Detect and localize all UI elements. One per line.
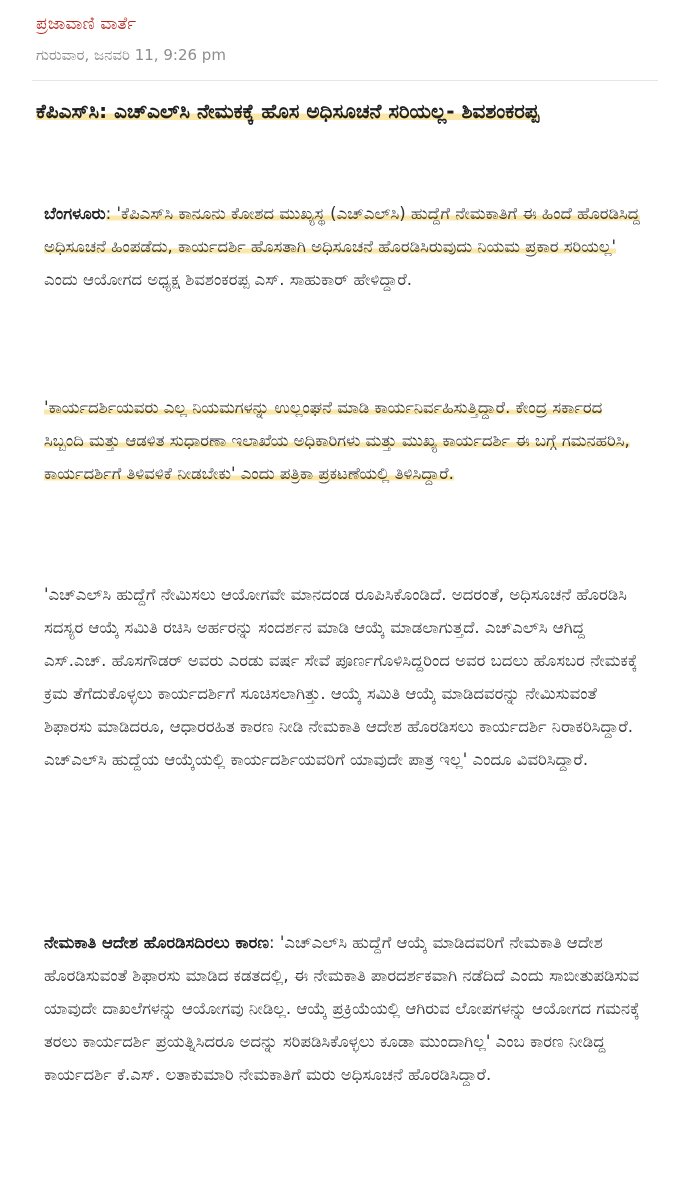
article-paragraph-1: [44, 197, 644, 296]
paragraph-lead: ಬೆಂಗಳೂರು: [44, 204, 106, 223]
article-paragraph-4: [44, 926, 644, 1091]
paragraph-text: 'ಎಚ್‌ಎಲ್‌ಸಿ ಹುದ್ದೆಗೆ ನೇಮಿಸಲು ಆಯೋಗವೇ ಮಾನದಂಡ ರೂಪಿಸಿಕೊಂಡಿದೆ. ಅದರಂತೆ, ಅಧಿಸೂಚನೆ ಹೊರಡಿಸಿ ಸದಸ್ಯರ ಆಯ್ಕೆ ಸಮಿತಿ ರಚಿಸಿ ಅರ್ಹರನ್ನು ಸಂದರ್ಶನ ಮಾಡಿ ಆಯ್ಕೆ ಮಾಡಲಾಗುತ್ತದೆ. ಎಚ್‌ಎಲ್‌ಸಿ ಆಗಿದ್ದ ಎಸ್.ಎಚ್. ಹೊಸಗೌಡರ್ ಅವರು ಎರಡು ವರ್ಷ ಸೇವೆ ಪೂರ್ಣಗೊಳಿಸಿದ್ದರಿಂದ ಅವರ ಬದಲು ಹೊಸಬರ ನೇಮಕಕ್ಕೆ ಕ್ರಮ ತೆಗೆದುಕೊಳ್ಳಲು ಕಾರ್ಯದರ್ಶಿಗೆ ಸೂಚಿಸಲಾಗಿತ್ತು. ಆಯ್ಕೆ ಸಮಿತಿ ಆಯ್ಕೆ ಮಾಡಿದವರನ್ನು ನೇಮಿಸುವಂತೆ ಶಿಫಾರಸು ಮಾಡಿದರೂ, ಆಧಾರರಹಿತ ಕಾರಣ ನೀಡಿ ನೇಮಕಾತಿ ಆದೇಶ ಹೊರಡಿಸಲು ಕಾರ್ಯದರ್ಶಿ ನಿರಾಕರಿಸಿದ್ದಾರೆ. ಎಚ್‌ಎಲ್‌ಸಿ ಹುದ್ದೆಯ ಆಯ್ಕೆಯಲ್ಲಿ ಕಾರ್ಯದರ್ಶಿಯವರಿಗೆ ಯಾವುದೇ ಪಾತ್ರ ಇಲ್ಲ' ಎಂದೂ ವಿವರಿಸಿದ್ದಾರೆ.: [44, 585, 638, 769]
publisher-name[interactable]: ಪ್ರಜಾವಾಣಿ ವಾರ್ತೆ: [36, 14, 137, 34]
highlighted-text: 'ಕಾರ್ಯದರ್ಶಿಯವರು ಎಲ್ಲ ನಿಯಮಗಳನ್ನು ಉಲ್ಲಂಘನೆ ಮಾಡಿ ಕಾರ್ಯನಿರ್ವಹಿಸುತ್ತಿದ್ದಾರೆ. ಕೇಂದ್ರ ಸರ್ಕಾರದ ಸಿಬ್ಬಂದಿ ಮತ್ತು ಆಡಳಿತ ಸುಧಾರಣಾ ಇಲಾಖೆಯ ಅಧಿಕಾರಿಗಳು ಮತ್ತು ಮುಖ್ಯ ಕಾರ್ಯದರ್ಶಿ ಈ ಬಗ್ಗೆ ಗಮನಹರಿಸಿ, ಕಾರ್ಯದರ್ಶಿಗೆ ತಿಳಿವಳಿಕೆ ನೀಡಬೇಕು' ಎಂದು ಪತ್ರಿಕಾ ಪ್ರಕಟಣೆಯಲ್ಲಿ ತಿಳಿಸಿದ್ದಾರೆ.: [44, 398, 630, 483]
article-timestamp: ಗುರುವಾರ, ಜನವರಿ 11, 9:26 pm: [36, 46, 226, 64]
paragraph-text: ಎಂದು ಆಯೋಗದ ಅಧ್ಯಕ್ಷ ಶಿವಶಂಕರಪ್ಪ ಎಸ್. ಸಾಹುಕಾರ್ ಹೇಳಿದ್ದಾರೆ.: [44, 270, 413, 289]
article-headline: [36, 92, 656, 130]
article-paragraph-2: [44, 391, 644, 490]
highlighted-text: : 'ಕೆಪಿಎಸ್‌ಸಿ ಕಾನೂನು ಕೋಶದ ಮುಖ್ಯಸ್ಥ (ಎಚ್‌ಎಲ್‌ಸಿ) ಹುದ್ದೆಗೆ ನೇಮಕಾತಿಗೆ ಈ ಹಿಂದೆ ಹೊರಡಿಸಿದ್ದ ಅಧಿಸೂಚನೆ ಹಿಂಪಡೆದು, ಕಾರ್ಯದರ್ಶಿ ಹೊಸತಾಗಿ ಅಧಿಸೂಚನೆ ಹೊರಡಿಸಿರುವುದು ನಿಯಮ ಪ್ರಕಾರ ಸರಿಯಲ್ಲ': [44, 204, 640, 256]
paragraph-text: : 'ಎಚ್‌ಎಲ್‌ಸಿ ಹುದ್ದೆಗೆ ಆಯ್ಕೆ ಮಾಡಿದವರಿಗೆ ನೇಮಕಾತಿ ಆದೇಶ ಹೊರಡಿಸುವಂತೆ ಶಿಫಾರಸು ಮಾಡಿದ ಕಡತದಲ್ಲಿ, ಈ ನೇಮಕಾತಿ ಪಾರದರ್ಶಕವಾಗಿ ನಡೆದಿದೆ ಎಂದು ಸಾಬೀತುಪಡಿಸುವ ಯಾವುದೇ ದಾಖಲೆಗಳನ್ನು ಆಯೋಗವು ನೀಡಿಲ್ಲ. ಆಯ್ಕೆ ಪ್ರಕ್ರಿಯೆಯಲ್ಲಿ ಆಗಿರುವ ಲೋಪಗಳನ್ನು ಆಯೋಗದ ಗಮನಕ್ಕೆ ತರಲು ಕಾರ್ಯದರ್ಶಿ ಪ್ರಯತ್ನಿಸಿದರೂ ಅದನ್ನು ಸರಿಪಡಿಸಿಕೊಳ್ಳಲು ಕೂಡಾ ಮುಂದಾಗಿಲ್ಲ' ಎಂಬ ಕಾರಣ ನೀಡಿದ್ದ ಕಾರ್ಯದರ್ಶಿ ಕೆ.ಎಸ್. ಲತಾಕುಮಾರಿ ನೇಮಕಾತಿಗೆ ಮರು ಅಧಿಸೂಚನೆ ಹೊರಡಿಸಿದ್ದಾರೆ.: [44, 933, 640, 1084]
paragraph-lead: ನೇಮಕಾತಿ ಆದೇಶ ಹೊರಡಿಸದಿರಲು ಕಾರಣ: [44, 933, 270, 952]
header-divider: [32, 80, 658, 81]
headline-text: ಕೆಪಿಎಸ್‌ಸಿ: ಎಚ್‌ಎಲ್‌ಸಿ ನೇಮಕಕ್ಕೆ ಹೊಸ ಅಧಿಸೂಚನೆ ಸರಿಯಲ್ಲ- ಶಿವಶಂಕರಪ್ಪ: [36, 99, 540, 123]
article-paragraph-3: [44, 578, 644, 776]
